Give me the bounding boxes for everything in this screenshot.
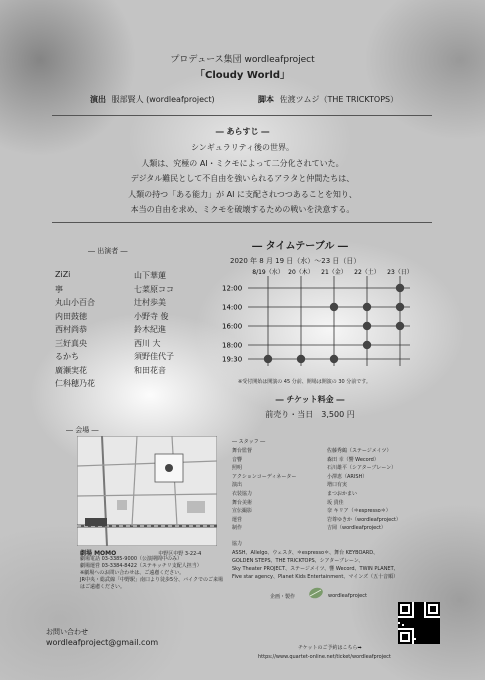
staff-role: 制作: [232, 525, 243, 532]
staff-member: 小澤恵（ARISH）: [327, 473, 368, 480]
staff-role: 衣装協力: [232, 491, 253, 497]
staff-member: 石川雄平（シアターブレーン）: [327, 465, 397, 472]
timetable-note: ※受付開始は開演の 45 分前、開場は開演の 30 分前です。: [238, 379, 371, 385]
cast-heading: ― 出演者 ―: [88, 247, 128, 255]
performance-dot: [396, 303, 404, 311]
script-credit: [258, 94, 398, 105]
performance-dot: [264, 355, 272, 363]
planning-name: wordleafproject: [328, 593, 367, 599]
performance-dot: [363, 322, 371, 330]
synopsis-line: シンギュラリティ後の世界。: [191, 143, 294, 152]
performance-dot: [396, 284, 404, 292]
timetable-heading: ― タイムテーブル ―: [252, 241, 348, 252]
venue-heading: ― 会場 ―: [66, 426, 99, 434]
synopsis-line: 本当の自由を求め、ミクモを破壊するための戦いを決意する。: [130, 205, 355, 214]
support-line: Sky Theater PROJECT、ステージメイツ、響 Wecord、TWIN PLANET、: [232, 566, 399, 572]
venue-info-line: JR中央・総武線「中野駅」南口より徒歩5分、バイクでのご来場はご遠慮ください。: [80, 577, 224, 590]
ticket-price: 前売り・当日 3,500 円: [265, 410, 355, 419]
synopsis-line: 人類は、究極の AI・ミクモによって二分化されていた。: [141, 158, 344, 168]
staff-member: 岩尊ゆきか（wordleafproject）: [327, 516, 401, 523]
cast-member: 廣瀬実花: [55, 365, 87, 375]
cast-member: 鈴木紀進: [134, 325, 166, 334]
staff-role: 宣伝撮影: [232, 508, 253, 515]
cast-member: ZiZi: [55, 270, 71, 279]
qr-code-icon[interactable]: [398, 602, 440, 644]
direction-name: 服部賢人 (wordleafproject): [111, 95, 215, 104]
contact-email[interactable]: wordleafproject@gmail.com: [46, 638, 159, 647]
performance-dot: [330, 303, 338, 311]
venue-info-line: 劇場電話 03-3385-9000（公演期間中のみ）: [80, 556, 183, 562]
cast-member: 三好真央: [55, 338, 87, 348]
cast-member: 寧: [55, 284, 63, 294]
staff-role: 演出: [232, 482, 243, 489]
synopsis-line: 人類の持つ「ある能力」が AI に支配されつつあることを知り、: [128, 189, 357, 199]
staff-role: 舞台監督: [232, 448, 253, 454]
cast-member: 内田鼓徳: [55, 311, 87, 321]
performance-dot: [330, 355, 338, 363]
day-label: 23（日）: [387, 269, 413, 276]
cast-member: るかち: [55, 352, 79, 361]
staff-member: まつおかまい: [327, 491, 358, 497]
script-name: 佐渡ツムジ（THE TRICKTOPS）: [279, 95, 399, 104]
planning-label: 企画・製作: [270, 594, 296, 600]
cast-member: 丸山小百合: [55, 298, 95, 307]
direction-label: 演出: [90, 95, 106, 104]
cast-member: 仁科穂乃花: [55, 379, 95, 388]
cast-member: 西川 大: [134, 338, 161, 348]
venue-marker-icon: [165, 464, 173, 472]
day-label: 22（土）: [354, 269, 380, 276]
staff-member: 佐藤秀鶴（ステージメイツ）: [327, 448, 392, 454]
cast-member: 辻村歩美: [134, 298, 166, 307]
support-line: ASSH、Allelgo、ウェスタ、＊espresso＊、舞台 KEYBOARD、: [232, 550, 379, 556]
cast-member: 七菜原ココ: [134, 284, 174, 294]
contact-label: お問い合わせ: [46, 628, 88, 636]
day-label: 8/19（水）: [252, 269, 284, 276]
script-label: 脚本: [258, 95, 274, 104]
staff-member: 森田 幸（響 Wecord）: [327, 456, 379, 463]
venue-info-line: ※劇場へのお問い合わせは、ご遠慮ください。: [80, 570, 185, 576]
time-label: 14:00: [222, 303, 243, 312]
performance-dot: [297, 355, 305, 363]
time-label: 19:30: [222, 355, 243, 364]
time-label: 18:00: [222, 341, 243, 350]
day-label: 20（木）: [288, 269, 314, 276]
cast-member: 須野佳代子: [134, 352, 174, 361]
staff-role: 運営: [232, 516, 243, 523]
staff-member: 坂 貴佳: [327, 499, 344, 506]
support-line: Five star agency、Planet Kids Entertainment、マインズ（五十音順）: [232, 574, 399, 580]
staff-role: 音響: [232, 456, 243, 463]
venue-address: 中野区中野 3-22-4: [158, 551, 202, 557]
staff-role: 照明: [232, 465, 243, 472]
ticket-link-url[interactable]: https://www.quartet-online.net/ticket/wordleafproject: [258, 654, 391, 660]
ticket-link-label: チケットのご予約はこちら➡: [298, 645, 362, 651]
staff-role: アクションコーディネーター: [232, 473, 297, 480]
ticket-heading: ― チケット料金 ―: [275, 395, 345, 404]
performance-dot: [363, 303, 371, 311]
venue-info-line: 劇場運営 03-3384-8422（ステキッチリ支配人担当）: [80, 563, 202, 569]
venue-map: [77, 436, 217, 546]
cast-left-column: [55, 270, 135, 392]
staff-heading: ― スタッフ ―: [232, 439, 266, 445]
staff-role: 舞台美術: [232, 499, 253, 506]
support-line: GOLDEN STEPS、THE TRICKTOPS、シアターブレーン、: [232, 558, 364, 564]
synopsis-text: [0, 140, 485, 218]
venue-name: 劇場 MOMO: [80, 550, 117, 557]
cast-member: 山下華蓮: [134, 271, 166, 280]
synopsis-line: デジタル難民として不自由を強いられるアラタと仲間たちは、: [130, 174, 355, 183]
time-label: 16:00: [222, 322, 243, 331]
direction-credit: [90, 94, 215, 105]
timetable-grid: [220, 266, 420, 376]
support-label: 協力: [232, 541, 243, 547]
performance-dot: [363, 341, 371, 349]
venue-info: [80, 556, 225, 591]
producer-line: プロデュース集団 wordleafproject: [170, 55, 315, 65]
cast-member: 西村尚恭: [55, 325, 87, 334]
performance-dot: [396, 322, 404, 330]
leaf-logo-icon: [308, 586, 324, 600]
staff-member: 吉岡（wordleafproject）: [327, 525, 386, 532]
cast-member: 和田花音: [134, 365, 166, 375]
cast-right-column: [134, 270, 214, 378]
divider: [52, 222, 432, 223]
staff-member: 奈 キリア（＊espresso＊）: [327, 508, 391, 515]
timetable-period: 2020 年 8 月 19 日（水）～23 日（日）: [230, 257, 361, 265]
day-label: 21（金）: [321, 269, 347, 276]
staff-member: 増口有実: [327, 482, 348, 489]
show-title: 「Cloudy World」: [195, 70, 290, 81]
synopsis-heading: ― あらすじ ―: [215, 127, 270, 136]
time-label: 12:00: [222, 284, 243, 293]
cast-member: 小野寺 俊: [134, 311, 169, 321]
support-list: [232, 549, 399, 581]
divider: [52, 115, 432, 116]
